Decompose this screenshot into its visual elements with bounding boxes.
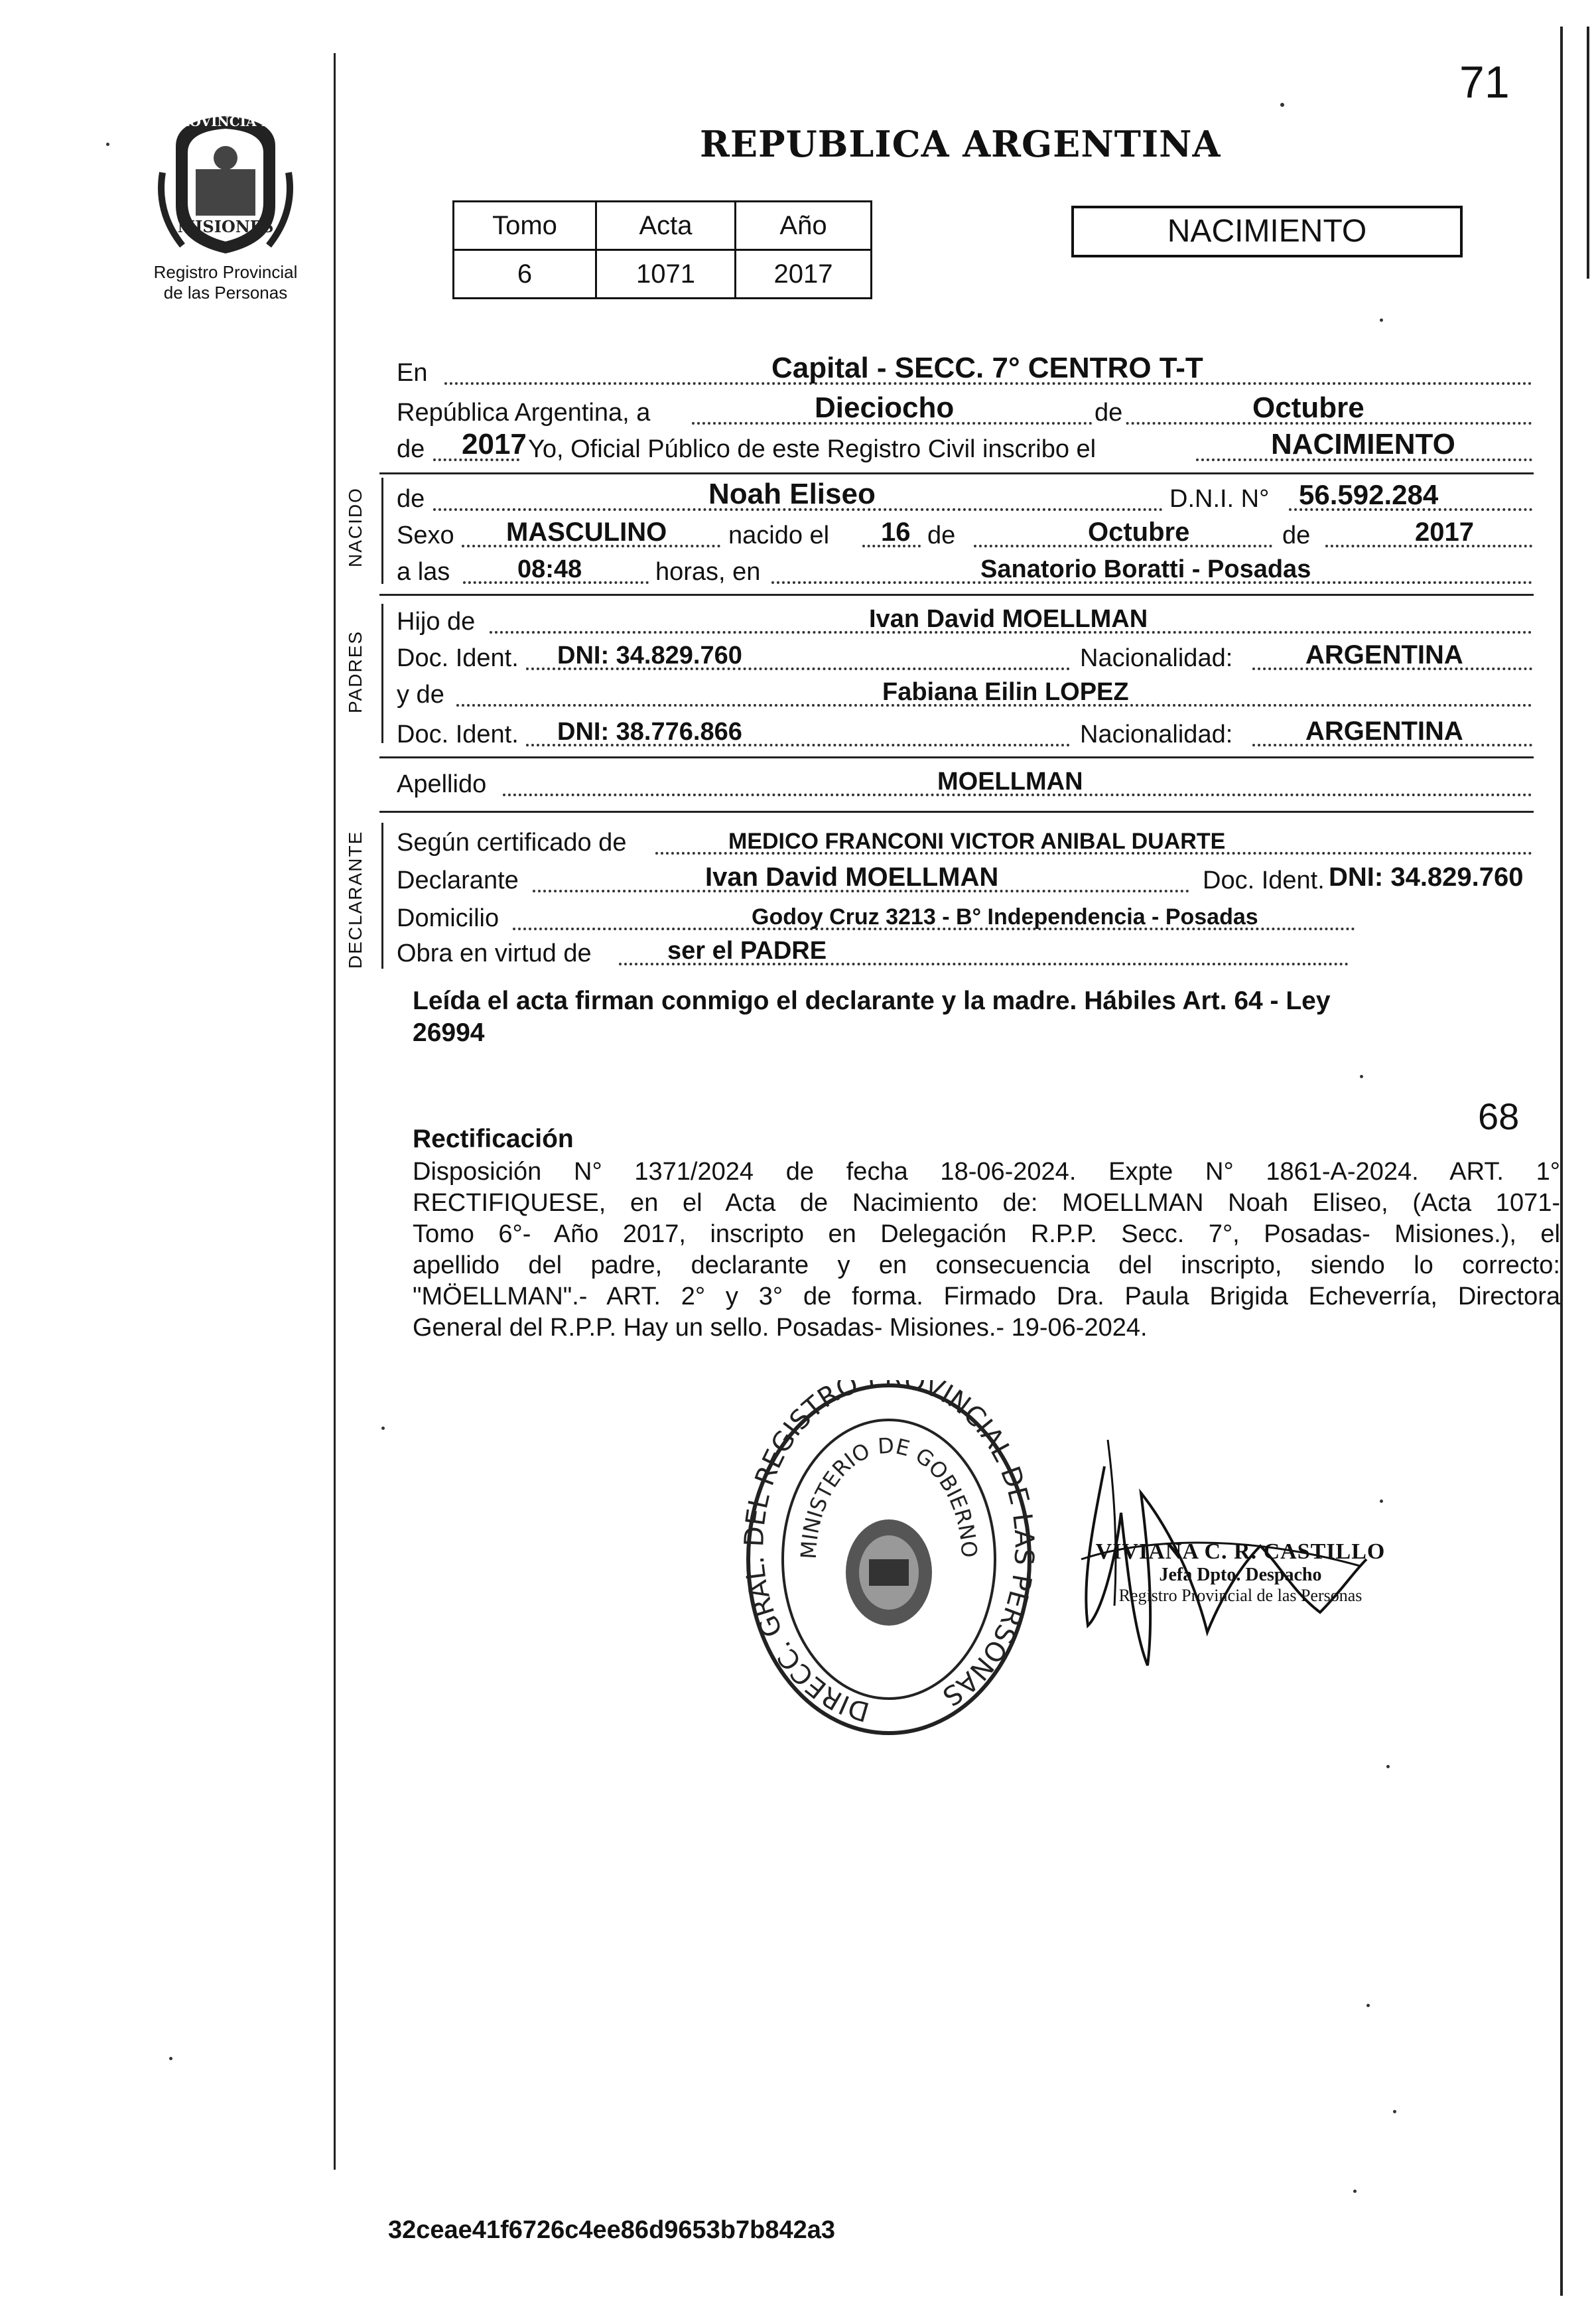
- mother-nationality: ARGENTINA: [1305, 717, 1463, 746]
- mother-name-line: y de Fabiana Eilin LOPEZ: [397, 673, 1532, 713]
- section-declarante: DECLARANTE: [345, 830, 366, 969]
- scan-speck: [106, 143, 109, 146]
- tomo-header: Tomo: [454, 202, 596, 250]
- anio-value: 2017: [736, 250, 872, 299]
- official-position: Jefa Dpto. Despacho: [1159, 1565, 1322, 1585]
- seal-outer-text: DIRECC. GRAL EL REGISTRO OVINCIAL DE PERSONAS: [743, 1380, 1035, 1727]
- padres-bracket: [381, 604, 383, 743]
- official-stamp: [1055, 1539, 1426, 1606]
- certificate-line: Según certificado de MEDICO FRANCONI VICTOR ANIBAL DUARTE: [397, 821, 1532, 861]
- tomo-value: 6: [454, 250, 596, 299]
- seal-inner-text: MINISTERIO DE GOBIERNO: [795, 1433, 982, 1560]
- right-margin-line: [1560, 27, 1563, 2296]
- mother-doc: DNI: 38.776.866: [557, 718, 742, 746]
- anio-header: Año: [736, 202, 872, 250]
- acting-line: Obra en virtud de ser el PADRE: [397, 932, 1532, 972]
- registration-day: Dieciocho: [815, 391, 955, 424]
- rectification-line: General del R.P.P. Hay un sello. Posadas- Misiones.- 19-06-2024.: [413, 1314, 1148, 1342]
- father-doc: DNI: 34.829.760: [557, 642, 742, 669]
- registry-name-line1: Registro Provincial: [153, 262, 298, 282]
- year-line: de 2017 Yo, Oficial Público de este Registro Civil inscribo el NACIMIENTO: [397, 428, 1532, 468]
- rectification-line: apellido del padre, declarante y en consecuencia del inscripto, siendo lo correcto:: [413, 1251, 1560, 1279]
- signing-note-line1: Leída el acta firman conmigo el declarante y la madre. Hábiles Art. 64 - Ley: [413, 987, 1331, 1015]
- acta-header: Acta: [596, 202, 736, 250]
- scan-speck: [1360, 1075, 1363, 1078]
- rectification-line: Tomo 6°- Año 2017, inscripto en Delegación R.P.P. Secc. 7°, Posadas- Misiones.), el: [413, 1220, 1560, 1248]
- registration-month: Octubre: [1252, 391, 1364, 424]
- svg-text:MISIONES: MISIONES: [177, 217, 274, 236]
- mother-doc-line: Doc. Ident. DNI: 38.776.866 Nacionalidad: ARGENTINA: [397, 713, 1532, 753]
- mother-name: Fabiana Eilin LOPEZ: [882, 678, 1129, 706]
- registration-event: NACIMIENTO: [1271, 428, 1455, 460]
- divider-4: [379, 811, 1534, 813]
- page-number: 71: [1459, 57, 1510, 107]
- right-edge-mark: [1587, 27, 1589, 279]
- child-birth-line: Sexo MASCULINO nacido el 16 de Octubre de 2017: [397, 514, 1532, 554]
- acta-value: 1071: [596, 250, 736, 299]
- father-doc-line: Doc. Ident. DNI: 34.829.760 Nacionalidad: ARGENTINA: [397, 637, 1532, 677]
- date-line: República Argentina, a Dieciocho de Octubre: [397, 391, 1532, 431]
- declarant-doc: DNI: 34.829.760: [1329, 863, 1524, 892]
- document-type: NACIMIENTO: [1167, 214, 1367, 249]
- nacido-bracket: [381, 478, 383, 584]
- divider-2: [379, 594, 1534, 596]
- address-value: Godoy Cruz 3213 - B° Independencia - Posadas: [752, 904, 1258, 930]
- scan-speck: [381, 1427, 385, 1430]
- record-table: [452, 200, 872, 299]
- signing-note-line2: 26994: [413, 1018, 485, 1047]
- registration-year: 2017: [462, 428, 527, 460]
- scan-speck: [1380, 1500, 1383, 1503]
- divider-1: [379, 472, 1534, 474]
- rectification-text: [413, 1156, 1560, 1344]
- child-birth-year: 2017: [1415, 518, 1474, 547]
- official-institution: Registro Provincial de las Personas: [1118, 1586, 1363, 1605]
- child-birth-place: Sanatorio Boratti - Posadas: [980, 555, 1311, 583]
- left-margin-line: [334, 53, 336, 2170]
- registry-name: [126, 262, 325, 303]
- surname-line: Apellido MOELLMAN: [397, 763, 1532, 803]
- scan-speck: [1380, 318, 1383, 322]
- child-time-line: a las 08:48 horas, en Sanatorio Boratti - Posadas: [397, 551, 1532, 591]
- scan-speck: [1280, 103, 1284, 107]
- section-padres: PADRES: [345, 630, 366, 713]
- rectification-line: RECTIFIQUESE, en el Acta de Nacimiento de: MOELLMAN Noah Eliseo, (Acta 1071-: [413, 1189, 1560, 1217]
- child-dni: 56.592.284: [1299, 479, 1439, 510]
- child-sex: MASCULINO: [506, 518, 667, 547]
- divider-3: [379, 756, 1534, 758]
- child-name-line: de Noah Eliseo D.N.I. N° 56.592.284: [397, 478, 1532, 518]
- registry-name-line2: de las Personas: [163, 283, 288, 303]
- scan-speck: [1366, 2004, 1370, 2007]
- place-line: En Capital - SECC. 7° CENTRO T-T: [397, 352, 1532, 391]
- official-seal: [743, 1380, 1035, 1738]
- child-birth-month: Octubre: [1088, 518, 1190, 547]
- registration-place: Capital - SECC. 7° CENTRO T-T: [771, 352, 1203, 384]
- document-type-box: [1071, 206, 1463, 257]
- declarant-line: Declarante Ivan David MOELLMAN Doc. Ident. DNI: 34.829.760: [397, 863, 1524, 894]
- scan-speck: [1386, 1765, 1390, 1768]
- secondary-page-number: 68: [1478, 1095, 1520, 1137]
- official-name: VIVIANA C. R. CASTILLO: [1095, 1539, 1386, 1564]
- section-nacido: NACIDO: [345, 487, 366, 567]
- round-seal-icon: [743, 1380, 1035, 1738]
- acting-value: ser el PADRE: [667, 937, 827, 965]
- document-hash: 32ceae41f6726c4ee86d9653b7b842a3: [388, 2216, 836, 2244]
- rectification-title: Rectificación: [413, 1125, 574, 1153]
- surname-value: MOELLMAN: [937, 768, 1083, 796]
- svg-text:PROVINCIA DE: PROVINCIA DE: [168, 113, 283, 129]
- certificate-value: MEDICO FRANCONI VICTOR ANIBAL DUARTE: [728, 829, 1226, 854]
- father-name-line: Hijo de Ivan David MOELLMAN: [397, 600, 1532, 640]
- scan-speck: [1393, 2110, 1396, 2113]
- father-name: Ivan David MOELLMAN: [869, 605, 1148, 633]
- signing-note: [413, 985, 1540, 1049]
- child-birth-day: 16: [881, 518, 911, 547]
- declarant-name: Ivan David MOELLMAN: [705, 863, 999, 892]
- registry-logo: [156, 106, 295, 259]
- scan-speck: [169, 2057, 172, 2060]
- father-nationality: ARGENTINA: [1305, 640, 1463, 669]
- country-title: REPUBLICA ARGENTINA: [700, 123, 1221, 165]
- child-name: Noah Eliseo: [708, 478, 876, 510]
- declarante-bracket: [381, 823, 383, 969]
- child-birth-time: 08:48: [517, 555, 582, 583]
- rectification-line: Disposición N° 1371/2024 de fecha 18-06-2024. Expte N° 1861-A-2024. ART. 1°: [413, 1158, 1560, 1186]
- address-line: Domicilio Godoy Cruz 3213 - B° Independencia - Posadas: [397, 897, 1532, 937]
- coat-of-arms-icon: [156, 106, 295, 259]
- scan-speck: [1353, 2190, 1357, 2193]
- rectification-line: "MÖELLMAN".- ART. 2° y 3° de forma. Firmado Dra. Paula Brigida Echeverría, Directora: [413, 1283, 1560, 1310]
